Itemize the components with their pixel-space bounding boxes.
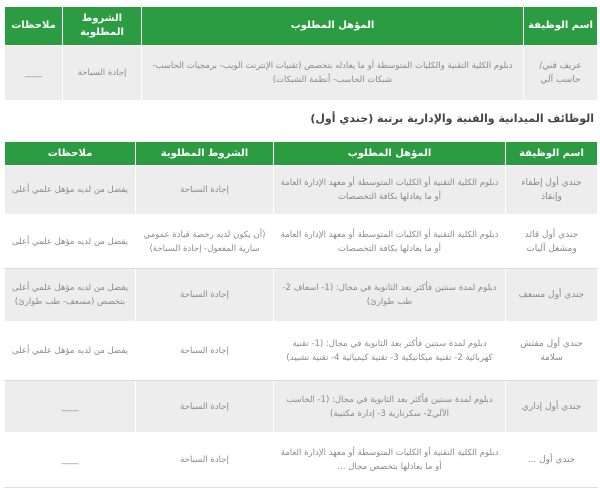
table-row (5, 269, 598, 322)
job-table-1 (4, 6, 598, 101)
cell-qualification: دبلوم الكلية التقنية أو الكليات المتوسطة أو معهد الإدارة العامة أو ما يعادلها بكافة التخصصات (274, 215, 506, 269)
cell-qualification: دبلوم لمدة سنتين فأكثر بعد الثانوية في مجال: (1- الحاسب الآلي2- سكرتارية 3- إدارة مكتبية) (274, 381, 506, 433)
table-row (5, 322, 598, 381)
header-job: اسم الوظيفة (524, 7, 598, 46)
job-table-2 (4, 141, 598, 488)
cell-notes: يفضل من لديه مؤهل علمي أعلى (5, 215, 136, 269)
table-row (5, 215, 598, 269)
cell-notes: يفضل من لديه مؤهل علمي أعلى (5, 322, 136, 381)
table-row (5, 433, 598, 488)
cell-conditions: إجادة السباحة (136, 269, 274, 322)
cell-job: عريف فني/ حاسب آلي (524, 46, 598, 101)
header-qualification: المؤهل المطلوب (142, 7, 524, 46)
header-qualification: المؤهل المطلوب (274, 142, 506, 166)
cell-notes: ____ (5, 433, 136, 488)
cell-job: جندي أول إداري (506, 381, 598, 433)
cell-qualification: دبلوم لمدة سنتين فأكثر بعد الثانوية في مجال: (1- اسعاف 2- طب طوارئ) (274, 269, 506, 322)
cell-qualification: دبلوم الكلية التقنية أو الكليات المتوسطة أو معهد الإدارة العامة أو ما يعادلها بكافة التخصصات (274, 166, 506, 215)
cell-qualification: دبلوم الكلية التقنية أو الكليات المتوسطة أو معهد الإدارة العامة أو ما يعادلها بتخصص مجال ... (274, 433, 506, 488)
cell-notes: ____ (5, 46, 63, 101)
table-row (5, 381, 598, 433)
cell-notes: ____ (5, 381, 136, 433)
cell-conditions: إجادة السباحة (136, 166, 274, 215)
cell-job: جندي أول ... (506, 433, 598, 488)
cell-notes: يفضل من لديه مؤهل علمي أعلى بتخصص (مسعف- طب طوارئ) (5, 269, 136, 322)
header-conditions: الشروط المطلوبة (63, 7, 142, 46)
header-job: اسم الوظيفة (506, 142, 598, 166)
header-conditions: الشروط المطلوبة (136, 142, 274, 166)
table-row (5, 166, 598, 215)
cell-job: جندي أول مفتش سلامة (506, 322, 598, 381)
table-row (5, 46, 598, 101)
cell-qualification: دبلوم الكلية التقنية والكليات المتوسطة أو ما يعادله بتخصص (تقنيات الإنترنت الويب- برمجيات الحاسب- شبكات الحاسب- أنظمة الشبكات) (142, 46, 524, 101)
table-header-row (5, 142, 598, 166)
cell-notes: يفضل من لديه مؤهل علمي أعلى (5, 166, 136, 215)
cell-conditions: إجادة السباحة (136, 433, 274, 488)
header-notes: ملاحظات (5, 142, 136, 166)
table-header-row (5, 7, 598, 46)
cell-job: جندي أول مسعف (506, 269, 598, 322)
cell-conditions: إجادة السباحة (136, 381, 274, 433)
cell-conditions: (أن يكون لديه رخصة قيادة عمومي سارية المفعول- إجادة السباحة) (136, 215, 274, 269)
cell-job: جندي أول قائد ومشغل آليات (506, 215, 598, 269)
cell-conditions: إجادة السباحة (136, 322, 274, 381)
header-notes: ملاحظات (5, 7, 63, 46)
cell-conditions: إجادة السباحة (63, 46, 142, 101)
cell-job: جندي أول إطفاء وإنقاذ (506, 166, 598, 215)
cell-qualification: دبلوم لمدة سنتين فأكثر بعد الثانوية في مجال: (1- تقنية كهربائية 2- تقنية ميكانيكية 3- تقنية كيميائية 4- تقنية تشييد) (274, 322, 506, 381)
section-title: الوظائف الميدانية والفنية والإدارية برتبة (جندي أول) (310, 112, 594, 125)
